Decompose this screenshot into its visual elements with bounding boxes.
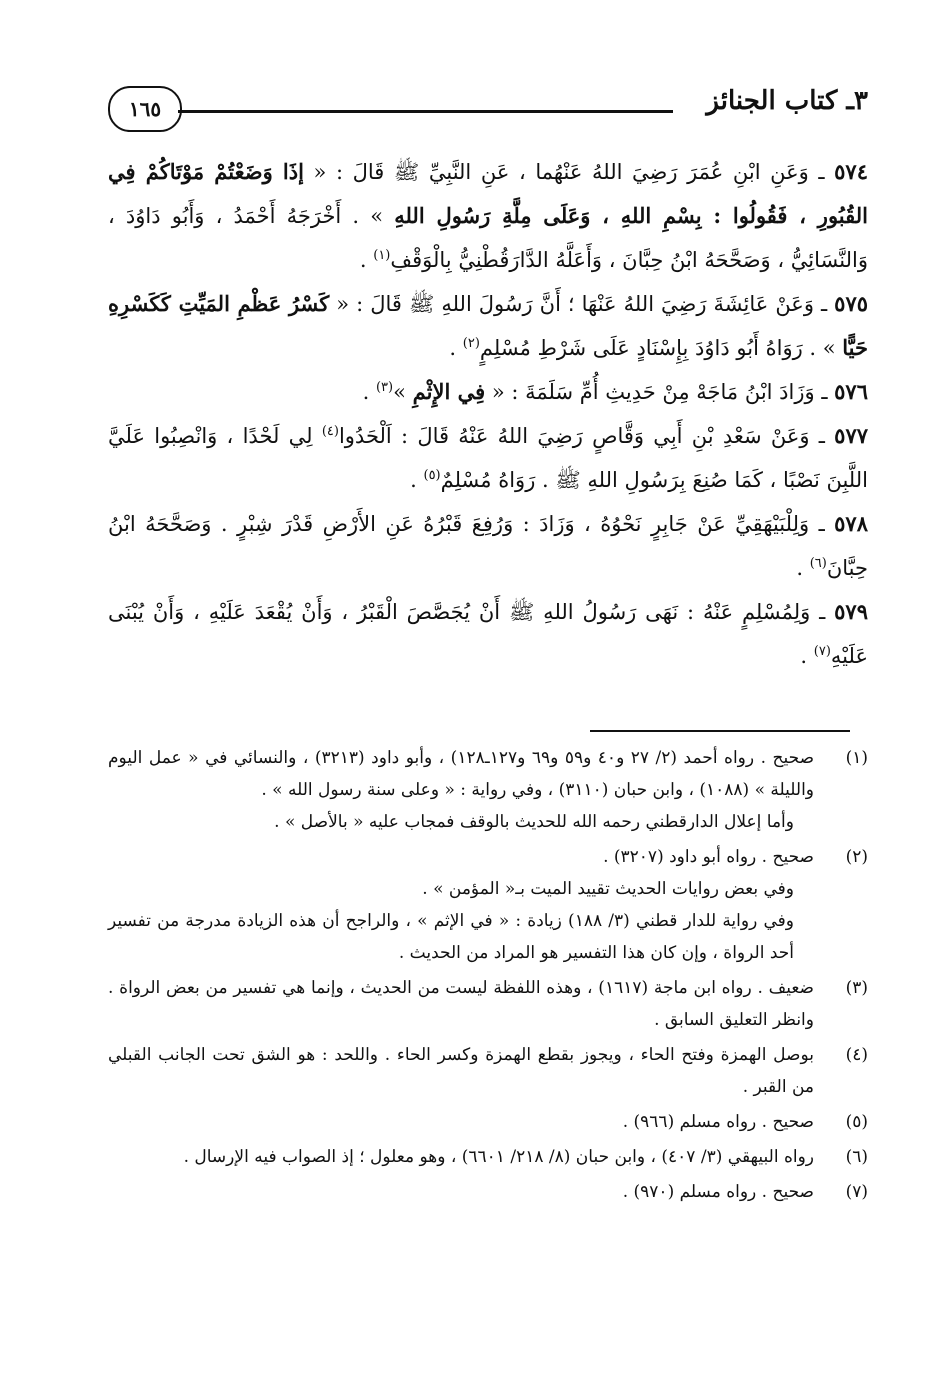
main-text [108, 150, 868, 678]
footnote-ref: (٦) [809, 556, 827, 571]
text-segment: » . رَوَاهُ أَبُو دَاوُدَ بِإِسْنَادٍ عَلَى شَرْطِ مُسْلِمٍ [479, 336, 843, 360]
footnote-ref: (٥) [423, 468, 441, 483]
text-segment: . [359, 248, 374, 272]
text-segment: . [410, 468, 424, 492]
page-header [108, 80, 868, 136]
text-segment: لِي لَحْدًا ، وَانْصِبُوا عَلَيَّ اللَّبِنَ نَصْبًا ، كَمَا صُنِعَ بِرَسُولِ اللهِ ﷺ . رَوَاهُ مُسْلِمٌ [108, 424, 868, 492]
footnote-number: (٧) [845, 1182, 868, 1202]
page-number: ١٦٥ [108, 86, 182, 132]
hadith-٥٧٩ [108, 590, 868, 678]
text-segment: . [449, 336, 463, 360]
footnote [108, 742, 868, 838]
footnote-separator [590, 730, 850, 732]
footnote-paragraph: وأما إعلال الدارقطني رحمه الله للحديث بالوقف فمجاب عليه « بالأصل » . [274, 812, 794, 832]
hadith-٥٧٨ [108, 502, 868, 590]
footnote [108, 1176, 868, 1208]
footnote-body [108, 1106, 814, 1138]
footnote [108, 1141, 868, 1173]
hadith-number: ٥٧٨ [834, 511, 868, 536]
footnote-ref: (٤) [321, 424, 339, 439]
footnote-number: (٢) [845, 847, 868, 867]
footnote-number: (١) [845, 748, 868, 768]
footnote [108, 1039, 868, 1103]
footnote-ref: (١) [373, 248, 391, 263]
prophetic-text: فِي الإِثْمِ [412, 379, 486, 404]
footnote-body [108, 841, 814, 969]
hadith-number: ٥٧٧ [834, 423, 869, 448]
footnote-ref: (٢) [462, 336, 480, 351]
hadith-٥٧٧ [108, 414, 868, 502]
footnote-body [108, 1141, 814, 1173]
footnote-paragraph: صحيح . رواه أبو داود (٣٢٠٧) . [603, 847, 814, 867]
text-segment: . [796, 556, 810, 580]
text-segment: » [393, 380, 413, 404]
footnote-ref: (٣) [375, 380, 394, 395]
footnote-paragraph: رواه البيهقي (٣/ ٤٠٧) ، وابن حبان (٨/ ٢١٨/ ٦٦٠١) ، وهو معلول ؛ إذ الصواب فيه الإرسال . [183, 1147, 814, 1167]
hadith-number: ٥٧٦ [834, 379, 868, 404]
footnote-paragraph: صحيح . رواه مسلم (٩٦٦) . [622, 1112, 814, 1132]
text-segment: ـ وَعَنْ عَائِشَةَ رَضِيَ اللهُ عَنْهَا ؛ أَنَّ رَسُولَ اللهِ ﷺ قَالَ : « [329, 292, 835, 316]
footnote [108, 1106, 868, 1138]
footnote-number: (٤) [845, 1045, 868, 1065]
footnote [108, 841, 868, 969]
hadith-٥٧٦ [108, 370, 868, 414]
text-segment: ـ وَعَنْ سَعْدِ بْنِ أَبِي وَقَّاصٍ رَضِيَ اللهُ عَنْهُ قَالَ : اَلْحَدُوا [338, 424, 835, 448]
footnotes [108, 742, 868, 1211]
footnote-paragraph: وفي رواية للدار قطني (٣/ ١٨٨) زيادة : « في الإثم » ، والراجح أن هذه الزيادة مدرجة من تفسير أحد الرواة ، وإن كان هذا التفسير هو المراد من الحديث . [108, 911, 794, 963]
footnote-number: (٥) [845, 1112, 868, 1132]
text-segment: ـ وَلِمُسْلِمٍ عَنْهُ : نَهَى رَسُولُ اللهِ ﷺ أَنْ يُجَصَّصَ الْقَبْرُ ، وَأَنْ يُقْعَدَ عَلَيْهِ ، وَأَنْ يُبْنَى عَلَيْهِ [108, 600, 868, 668]
text-segment: . [800, 644, 814, 668]
footnote-body [108, 742, 814, 838]
footnote-number: (٦) [845, 1147, 868, 1167]
header-rule [178, 110, 673, 113]
hadith-number: ٥٧٤ [834, 159, 868, 184]
text-segment: ـ وَعَنِ ابْنِ عُمَرَ رَضِيَ اللهُ عَنْهُما ، عَنِ النَّبِيِّ ﷺ قَالَ : « [303, 160, 835, 184]
chapter-title: ٣ـ كتاب الجنائز [706, 86, 868, 116]
prophetic-text: إذَا وَضَعْتُمْ مَوْتَاكُمْ فِي القُبُورِ ، فَقُولُوا : بِسْمِ اللهِ ، وَعَلَى مِلَّةِ رَسُولِ اللهِ [108, 159, 868, 228]
prophetic-text: كَسْرُ عَظْمِ المَيِّتِ كَكَسْرِهِ حَيًّا [108, 291, 868, 360]
hadith-٥٧٥ [108, 282, 868, 370]
text-segment: ـ وَلِلْبَيْهَقِيِّ عَنْ جَابِرٍ نَحْوُهُ ، وَزَادَ : وَرُفِعَ قَبْرُهُ عَنِ الأَرْضِ قَدْرَ شِبْرٍ . وَصَحَّحَهُ ابْنُ حِبَّانَ [108, 512, 868, 580]
footnote-paragraph: ضعيف . رواه ابن ماجة (١٦١٧) ، وهذه اللفظة ليست من الحديث ، وإنما هي تفسير من بعض الرواة . وانظر التعليق السابق . [108, 978, 814, 1030]
hadith-number: ٥٧٩ [834, 599, 868, 624]
hadith-٥٧٤ [108, 150, 868, 282]
text-segment: ـ وَزَادَ ابْنُ مَاجَهْ مِنْ حَدِيثِ أُمِّ سَلَمَةَ : « [485, 380, 835, 404]
text-segment: » . أَخْرَجَهُ أَحْمَدُ ، وَأَبُو دَاوُدَ ، وَالنَّسَائِيُّ ، وَصَحَّحَهُ ابْنُ حِبَّانَ ، وَأَعَلَّهُ الدَّارَقُطْنِيُّ بِالْوَقْفِ [108, 204, 868, 272]
footnote-body [108, 1039, 814, 1103]
footnote-body [108, 972, 814, 1036]
footnote-paragraph: بوصل الهمزة وفتح الحاء ، ويجوز بقطع الهمزة وكسر الحاء . واللحد : هو الشق تحت الجانب القبلي من القبر . [108, 1045, 814, 1097]
footnote-paragraph: صحيح . رواه مسلم (٩٧٠) . [622, 1182, 814, 1202]
text-segment: . [362, 380, 376, 404]
footnote-paragraph: صحيح . رواه أحمد (٢/ ٢٧ و٤٠ و٥٩ و٦٩ و١٢٧ـ١٢٨) ، وأبو داود (٣٢١٣) ، والنسائي في « عمل اليوم والليلة » (١٠٨٨) ، وابن حبان (٣١١٠) ، وفي رواية : « وعلى سنة رسول الله » . [108, 748, 814, 800]
footnote-body [108, 1176, 814, 1208]
footnote [108, 972, 868, 1036]
hadith-number: ٥٧٥ [834, 291, 869, 316]
footnote-number: (٣) [845, 978, 868, 998]
footnote-paragraph: وفي بعض روايات الحديث تقييد الميت بـ« المؤمن » . [422, 879, 794, 899]
footnote-ref: (٧) [813, 644, 831, 659]
